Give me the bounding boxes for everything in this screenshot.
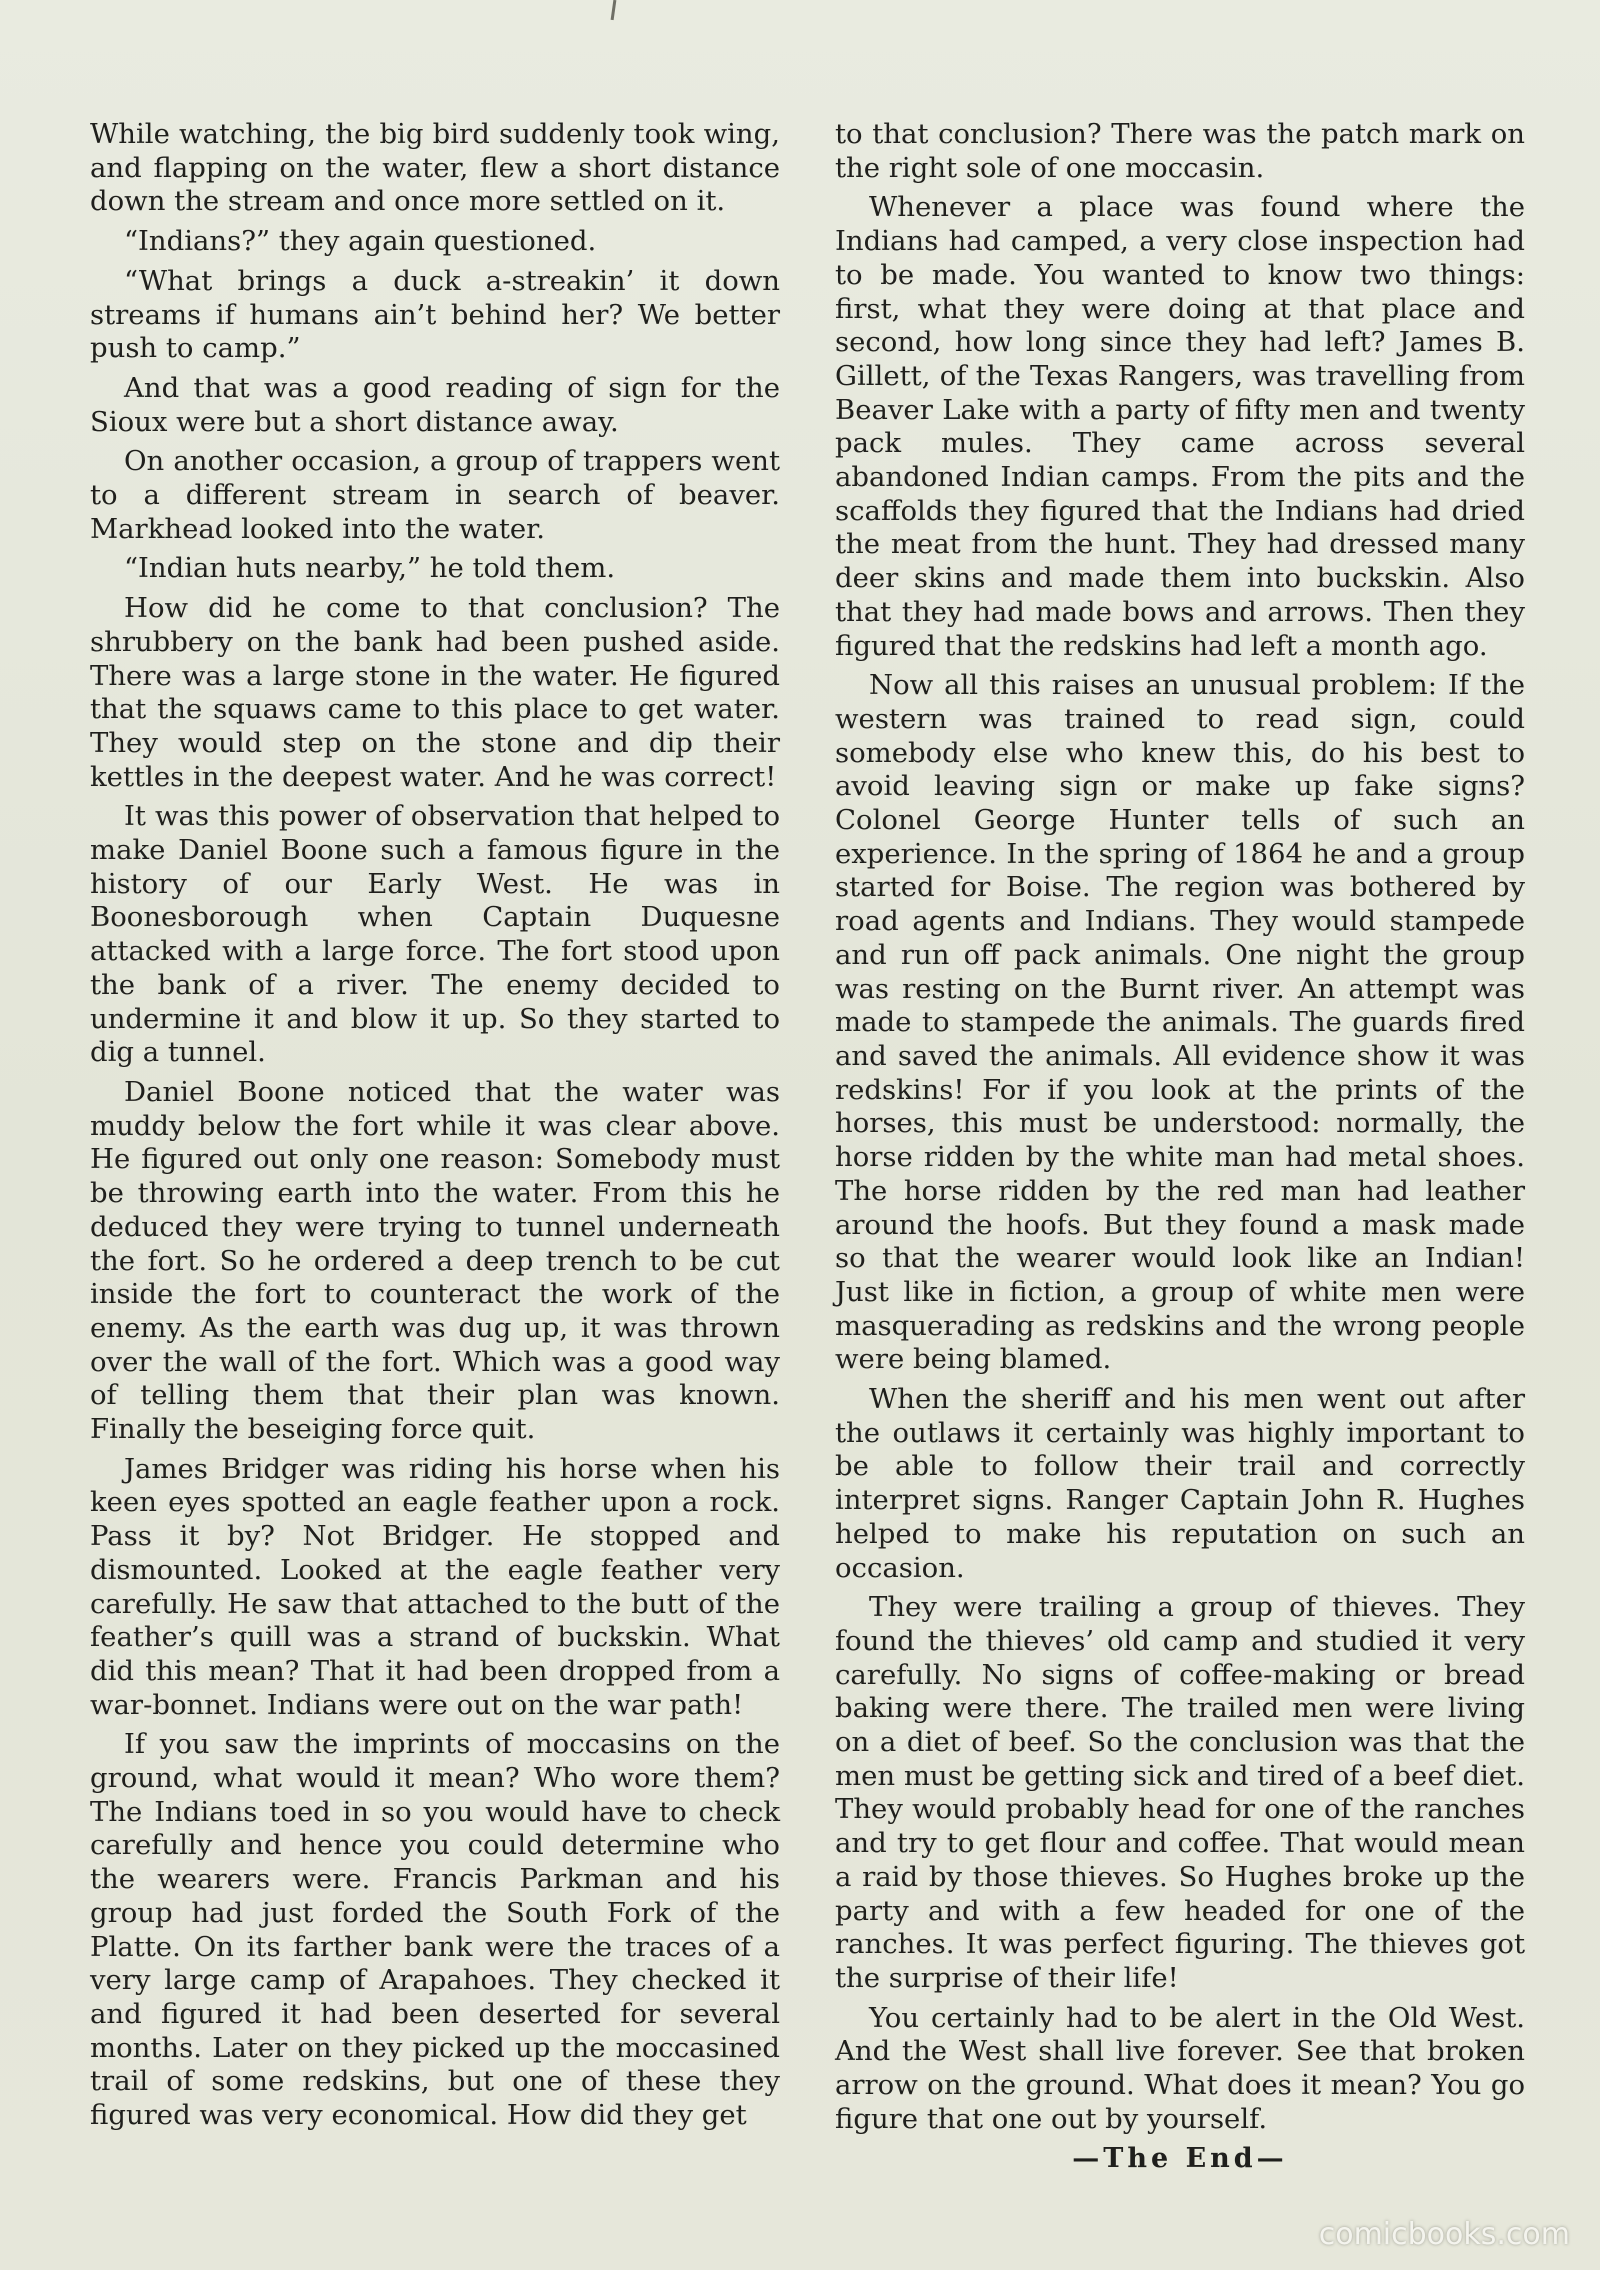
paragraph: James Bridger was riding his horse when his keen eyes spotted an eagle feather upon a rock. Pass it by? Not Bridger. He stopped and dismounted. Looked at the eagle feather very carefully. He saw that attached to the butt of the feather’s quill was a strand of buckskin. What did this mean? That it had been dropped from a war-bonnet. Indians were out on the war path! bbox=[90, 1452, 780, 1721]
paragraph: “Indians?” they again questioned. bbox=[124, 225, 597, 258]
paragraph: “Indian huts nearby,” he told them. bbox=[124, 552, 616, 585]
paragraph: Now all this raises an unusual problem: If the western was trained to read sign, could somebody else who knew this, do his best to avoid leaving sign or make up fake signs? Colonel George Hunter tells of such an experience. In the spring of 1864 he and a group started for Boise. The region was bothered by road agents and Indians. They would stampede and run off pack animals. One night the group was resting on the Burnt river. An attempt was made to stampede the animals. The guards fired and saved the animals. All evidence show it was redskins! For if you look at the prints of the horses, this must be understood: normally, the horse ridden by the white man had metal shoes. The horse ridden by the red man had leather around the hoofs. But they found a mask made so that the wearer would look like an Indian! Just like in fiction, a group of white men were masquerading as redskins and the wrong people were being blamed. bbox=[835, 669, 1525, 1376]
paragraph: Daniel Boone noticed that the water was muddy below the fort while it was clear above. He figured out only one reason: Somebody must be throwing earth into the water. From this he deduced they were trying to tunnel underneath the fort. So he ordered a deep trench to be cut inside the fort to counteract the work of the enemy. As the earth was dug up, it was thrown over the wall of the fort. Which was a good way of telling them that their plan was known. Finally the beseiging force quit. bbox=[90, 1075, 780, 1446]
paragraph: It was this power of observation that helped to make Daniel Boone such a famous figure in the history of our Early West. He was in Boonesborough when Captain Duquesne attacked with a large force. The fort stood upon the bank of a river. The enemy decided to undermine it and blow it up. So they started to dig a tunnel. bbox=[90, 800, 780, 1069]
paragraph: Whenever a place was found where the Indians had camped, a very close inspection had to be made. You wanted to know two things: first, what they were doing at that place and second, how long since they had left? James B. Gillett, of the Texas Rangers, was travelling from Beaver Lake with a party of fifty men and twenty pack mules. They came across several abandoned Indian camps. From the pits and the scaffolds they figured that the Indians had dried the meat from the hunt. They had dressed many deer skins and made them into buckskin. Also that they had made bows and arrows. Then they figured that the redskins had left a month ago. bbox=[835, 191, 1525, 662]
paragraph: And that was a good reading of sign for the Sioux were but a short distance away. bbox=[90, 371, 780, 438]
left-column bbox=[90, 118, 780, 2139]
paragraph: When the sheriff and his men went out after the outlaws it certainly was highly important to be able to follow their trail and correctly interpret signs. Ranger Captain John R. Hughes helped to make his reputation on such an occasion. bbox=[835, 1383, 1525, 1584]
paragraph: You certainly had to be alert in the Old West. And the West shall live forever. See that broken arrow on the ground. What does it mean? You go figure that one out by yourself. bbox=[835, 2001, 1525, 2135]
paragraph: If you saw the imprints of moccasins on the ground, what would it mean? Who wore them? The Indians toed in so you would have to check carefully and hence you could determine who the wearers were. Francis Parkman and his group had just forded the South Fork of the Platte. On its farther bank were the traces of a very large camp of Arapahoes. They checked it and figured it had been deserted for several months. Later on they picked up the moccasined trail of some redskins, but one of these they figured was very economical. How did they get bbox=[90, 1728, 780, 2132]
paragraph: to that conclusion? There was the patch mark on the right sole of one moccasin. bbox=[835, 118, 1525, 184]
watermark: comicbooks.com bbox=[1318, 2217, 1570, 2252]
paragraph: “What brings a duck a-streakin’ it down streams if humans ain’t behind her? We better push to camp.” bbox=[90, 264, 780, 365]
page-mark bbox=[611, 0, 617, 20]
paragraph: On another occasion, a group of trappers went to a different stream in search of beaver. Markhead looked into the water. bbox=[90, 445, 780, 545]
paragraph: While watching, the big bird suddenly took wing, and flapping on the water, flew a short distance down the stream and once more settled on it. bbox=[90, 118, 780, 218]
paragraph: They were trailing a group of thieves. They found the thieves’ old camp and studied it very carefully. No signs of coffee-making or bread baking were there. The trailed men were living on a diet of beef. So the conclusion was that the men must be getting sick and tired of a beef diet. They would probably head for one of the ranches and try to get flour and coffee. That would mean a raid by those thieves. So Hughes broke up the party and with a few headed for one of the ranches. It was perfect figuring. The thieves got the surprise of their life! bbox=[835, 1591, 1525, 1994]
the-end-mark: —The End— bbox=[1072, 2143, 1288, 2175]
paragraph: How did he come to that conclusion? The shrubbery on the bank had been pushed aside. There was a large stone in the water. He figured that the squaws came to this place to get water. They would step on the stone and dip their kettles in the deepest water. And he was correct! bbox=[90, 592, 780, 793]
right-column bbox=[835, 118, 1525, 2176]
